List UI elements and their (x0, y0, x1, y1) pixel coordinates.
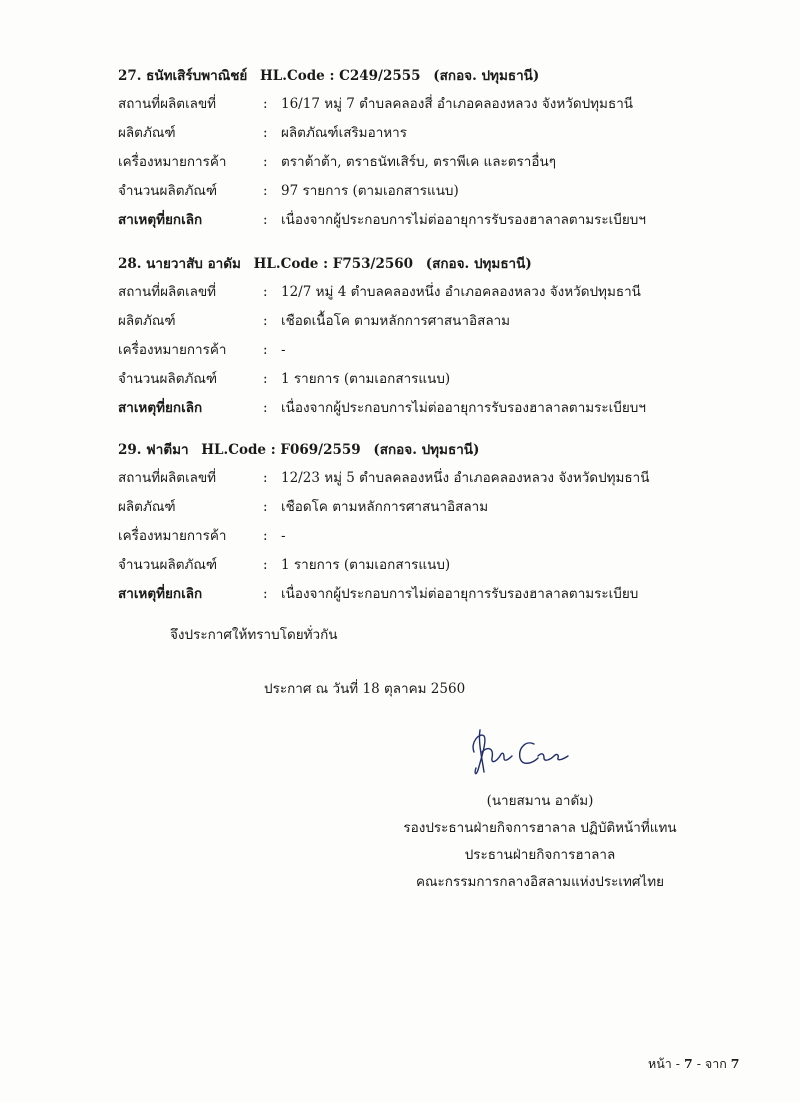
entry-row-product (118, 119, 718, 148)
page-middle: - จาก (696, 1056, 727, 1071)
row-label: สถานที่ผลิตเลขที่ (118, 470, 217, 486)
entry-row-trademark (118, 336, 718, 365)
page-total: 7 (730, 1056, 740, 1071)
signature-image (460, 722, 600, 782)
row-colon: : (263, 342, 268, 358)
entry-row-address (118, 278, 718, 307)
row-label: จำนวนผลิตภัณฑ์ (118, 371, 218, 387)
entry-row-quantity (118, 551, 718, 580)
row-colon: : (263, 154, 268, 170)
row-value: 1 รายการ (ตามเอกสารแนบ) (281, 371, 451, 387)
row-label: สาเหตุที่ยกเลิก (118, 586, 203, 602)
entry-row-trademark (118, 148, 718, 177)
row-value: - (281, 528, 286, 544)
row-colon: : (263, 470, 268, 486)
entry-row-trademark (118, 522, 718, 551)
entry-row-address (118, 464, 718, 493)
entry-row-reason (118, 206, 718, 235)
entry-row-reason (118, 580, 718, 609)
row-value: ตราต้าต้า, ตราธนัทเสิร์บ, ตราพีเค และตราอื่นๆ (281, 154, 556, 170)
row-value: 97 รายการ (ตามเอกสารแนบ) (281, 183, 459, 199)
entry-row-product (118, 307, 718, 336)
row-value: 1 รายการ (ตามเอกสารแนบ) (281, 557, 451, 573)
entry-name: 27. ธนัทเสิร์บพาณิชย์ (118, 68, 248, 84)
announcement-date: ประกาศ ณ วันที่ 18 ตุลาคม 2560 (264, 681, 466, 697)
signer-title-1: รองประธานฝ่ายกิจการฮาลาล ปฏิบัติหน้าที่แทน (403, 820, 677, 836)
page-prefix: หน้า - (648, 1056, 681, 1071)
row-colon: : (263, 212, 268, 228)
row-value: เชือดโค ตามหลักการศาสนาอิสลาม (281, 499, 489, 515)
row-value: เนื่องจากผู้ประกอบการไม่ต่ออายุการรับรองฮาลาลตามระเบียบ (281, 586, 639, 602)
entry-28 (118, 252, 718, 423)
page-number (648, 1054, 739, 1074)
entry-office: (สกอจ. ปทุมธานี) (433, 68, 540, 84)
entry-office: (สกอจ. ปทุมธานี) (373, 442, 480, 458)
row-colon: : (263, 499, 268, 515)
row-colon: : (263, 528, 268, 544)
row-colon: : (263, 371, 268, 387)
row-colon: : (263, 96, 268, 112)
row-label: เครื่องหมายการค้า (118, 342, 227, 358)
row-value: ผลิตภัณฑ์เสริมอาหาร (281, 125, 408, 141)
row-label: ผลิตภัณฑ์ (118, 125, 176, 141)
row-label: ผลิตภัณฑ์ (118, 499, 176, 515)
entry-row-address (118, 90, 718, 119)
row-colon: : (263, 313, 268, 329)
row-colon: : (263, 284, 268, 300)
entry-hl-code: HL.Code : C249/2555 (260, 68, 421, 84)
entry-29 (118, 438, 718, 609)
entry-27 (118, 64, 718, 235)
row-label: สถานที่ผลิตเลขที่ (118, 284, 217, 300)
row-value: เนื่องจากผู้ประกอบการไม่ต่ออายุการรับรองฮาลาลตามระเบียบฯ (281, 400, 646, 416)
entry-hl-code: HL.Code : F753/2560 (253, 256, 414, 272)
row-label: จำนวนผลิตภัณฑ์ (118, 557, 218, 573)
row-value: 16/17 หมู่ 7 ตำบลคลองสี่ อำเภอคลองหลวง จังหวัดปทุมธานี (281, 96, 634, 112)
signer-name: (นายสมาน อาดัม) (486, 793, 594, 809)
row-value: เชือดเนื้อโค ตามหลักการศาสนาอิสลาม (281, 313, 511, 329)
row-colon: : (263, 586, 268, 602)
entry-row-reason (118, 394, 718, 423)
row-label: เครื่องหมายการค้า (118, 154, 227, 170)
row-value: เนื่องจากผู้ประกอบการไม่ต่ออายุการรับรองฮาลาลตามระเบียบฯ (281, 212, 646, 228)
row-value: - (281, 342, 286, 358)
row-label: จำนวนผลิตภัณฑ์ (118, 183, 218, 199)
entry-office: (สกอจ. ปทุมธานี) (425, 256, 532, 272)
entry-name: 28. นายวาสับ อาดัม (118, 256, 241, 272)
row-label: เครื่องหมายการค้า (118, 528, 227, 544)
row-label: สาเหตุที่ยกเลิก (118, 212, 203, 228)
signer-title-3: คณะกรรมการกลางอิสลามแห่งประเทศไทย (415, 874, 665, 890)
entry-heading (118, 252, 718, 276)
row-colon: : (263, 400, 268, 416)
row-label: ผลิตภัณฑ์ (118, 313, 176, 329)
entry-heading (118, 438, 718, 462)
row-label: สาเหตุที่ยกเลิก (118, 400, 203, 416)
notice-text: จึงประกาศให้ทราบโดยทั่วกัน (170, 627, 338, 643)
signer-title-2: ประธานฝ่ายกิจการฮาลาล (464, 847, 616, 863)
row-colon: : (263, 125, 268, 141)
row-colon: : (263, 183, 268, 199)
entry-heading (118, 64, 718, 88)
entry-row-quantity (118, 177, 718, 206)
entry-row-product (118, 493, 718, 522)
entry-name: 29. ฟาตีมา (118, 442, 189, 458)
row-value: 12/7 หมู่ 4 ตำบลคลองหนึ่ง อำเภอคลองหลวง จังหวัดปทุมธานี (281, 284, 641, 300)
entry-row-quantity (118, 365, 718, 394)
row-label: สถานที่ผลิตเลขที่ (118, 96, 217, 112)
row-value: 12/23 หมู่ 5 ตำบลคลองหนึ่ง อำเภอคลองหลวง จังหวัดปทุมธานี (281, 470, 650, 486)
page-current: 7 (684, 1056, 693, 1071)
signature-block (380, 788, 700, 896)
entry-hl-code: HL.Code : F069/2559 (201, 442, 361, 458)
row-colon: : (263, 557, 268, 573)
